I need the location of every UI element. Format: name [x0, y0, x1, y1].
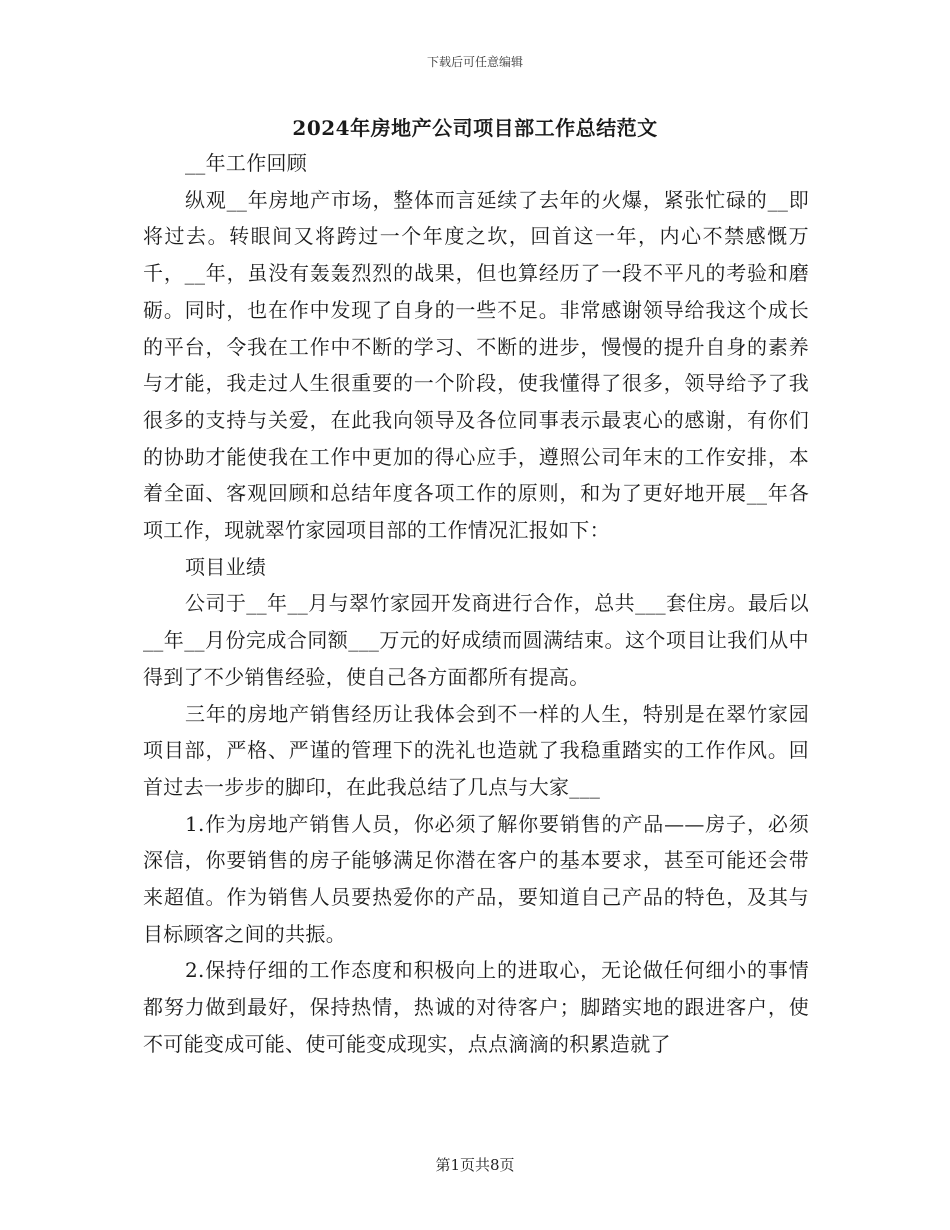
document-title: 2024年房地产公司项目部工作总结范文 [292, 116, 658, 140]
page-number: 第1页共8页 [435, 1156, 515, 1174]
paragraph-performance: 公司于__年__月与翠竹家园开发商进行合作，总共___套住房。最后以__年__月份完成合同额___万元的好成绩而圆满结束。这个项目让我们从中得到了不少销售经验，使自己各方面都所有提高。 [143, 591, 809, 689]
document-body [143, 145, 809, 1063]
paragraph-point-1: 1.作为房地产销售人员，你必须了解你要销售的产品——房子，必须深信，你要销售的房子能够满足你潜在客户的基本要求，甚至可能还会带来超值。作为销售人员要热爱你的产品，要知道自己产品的特色，及其与目标顾客之间的共振。 [143, 811, 809, 946]
paragraph-overview: 纵观__年房地产市场，整体而言延续了去年的火爆，紧张忙碌的__即将过去。转眼间又将跨过一个年度之坎，回首这一年，内心不禁感慨万千，__年，虽没有轰轰烈烈的战果，但也算经历了一段不平凡的考验和磨砺。同时，也在作中发现了自身的一些不足。非常感谢领导给我这个成长的平台，令我在工作中不断的学习、不断的进步，慢慢的提升自身的素养与才能，我走过人生很重要的一个阶段，使我懂得了很多，领导给予了我很多的支持与关爱，在此我向领导及各位同事表示最衷心的感谢，有你们的协助才能使我在工作中更加的得心应手，遵照公司年末的工作安排，本着全面、客观回顾和总结年度各项工作的原则，和为了更好地开展__年各项工作，现就翠竹家园项目部的工作情况汇报如下： [143, 187, 809, 543]
section-heading-year-review: __年工作回顾 [185, 151, 308, 175]
paragraph-experience: 三年的房地产销售经历让我体会到不一样的人生，特别是在翠竹家园项目部，严格、严谨的管理下的洗礼也造就了我稳重踏实的工作作风。回首过去一步步的脚印，在此我总结了几点与大家___ [143, 701, 809, 799]
header-note: 下载后可任意编辑 [426, 55, 523, 69]
section-heading-project-performance: 项目业绩 [185, 554, 267, 579]
paragraph-point-2: 2.保持仔细的工作态度和积极向上的进取心，无论做任何细小的事情都努力做到最好，保持热情，热诚的对待客户；脚踏实地的跟进客户，使不可能变成可能、使可能变成现实，点点滴滴的积累造就了 [143, 958, 809, 1056]
